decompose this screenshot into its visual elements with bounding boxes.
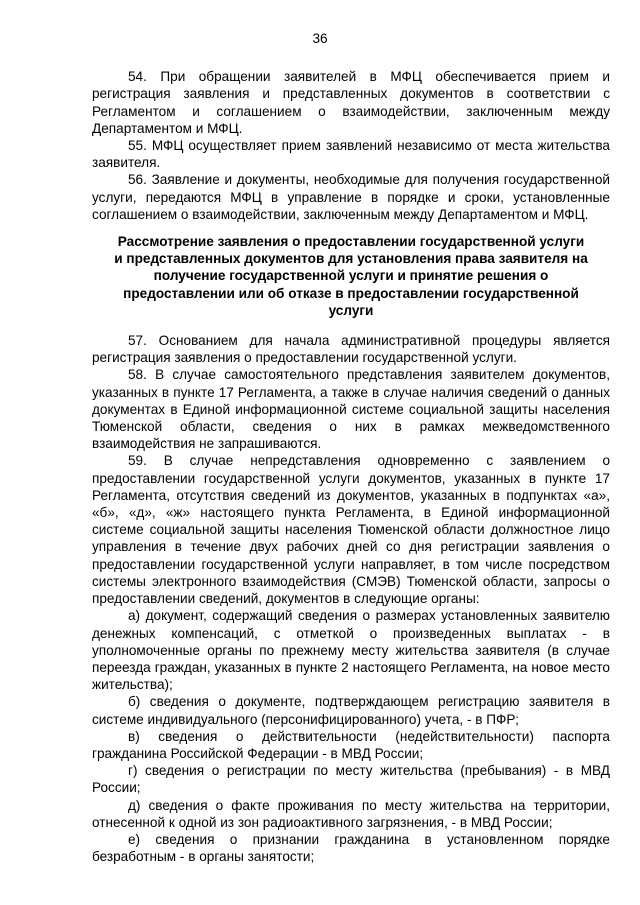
paragraph-55: 55. МФЦ осуществляет прием заявлений независимо от места жительства заявителя. <box>92 138 610 171</box>
subitem-d: д) сведения о факте проживания по месту жительства на территории, отнесенной к одной из зон радиоактивного загрязнения, - в МВД России; <box>92 797 610 830</box>
subitem-a: а) документ, содержащий сведения о размерах установленных заявителю денежных компенсаций, с отметкой о произведенных выплатах - в уполномоченные органы по прежнему месту жительства заявителя (в случае переезда граждан, указанных в пункте 2 настоящего Регламента, на новое место жительства); <box>92 608 610 693</box>
subitem-e: е) сведения о признании гражданина в установленном порядке безработным - в органы занятости; <box>92 831 610 865</box>
paragraph-59: 59. В случае непредставления одновременно с заявлением о предоставлении государственной услуги документов, указанных в пункте 17 Регламента, отсутствия сведений из документов, указанных в подпунктах «а», «б», «д», «ж» настоящего пункта Регламента, в Единой информационной системе социальной защиты населения Тюменской области должностное лицо управления в течение двух рабочих дней со дня регистрации заявления о предоставлении государственной услуги направляет, в том числе посредством системы электронного взаимодействия (СМЭВ) Тюменской области, запросы о предоставлении сведений, документов в следующие органы: <box>92 453 610 607</box>
paragraph-58: 58. В случае самостоятельного представления заявителем документов, указанных в пункте 17 Регламента, а также в случае наличия сведений о данных документах в Единой информационной системе социальной защиты населения Тюменской области, сведения о них в рамках межведомственного взаимодействия не запрашиваются. <box>92 367 610 452</box>
subitem-g: г) сведения о регистрации по месту жительства (пребывания) - в МВД России; <box>92 763 610 796</box>
paragraph-54: 54. При обращении заявителей в МФЦ обеспечивается прием и регистрация заявления и представленных документов в соответствии с Регламентом и соглашением о взаимодействии, заключенным между Департаментом и МФЦ. <box>92 69 610 136</box>
paragraph-56: 56. Заявление и документы, необходимые для получения государственной услуги, передаются МФЦ в управление в порядке и сроки, установленные соглашением о взаимодействии, заключенным между Департаментом и МФЦ. <box>92 172 610 222</box>
page-number: 36 <box>312 31 328 46</box>
paragraph-57: 57. Основанием для начала административной процедуры является регистрация заявления о предоставлении государственной услуги. <box>92 333 610 366</box>
section-heading: Рассмотрение заявления о предоставлении государственной услуги и представленных документов для установления права заявителя на получение государственной услуги и принятие решения о предоставлении или об отказе в предоставлении государственной услуги <box>114 234 588 318</box>
subitem-b: б) сведения о документе, подтверждающем регистрацию заявителя в системе индивидуального (персонифицированного) учета, - в ПФР; <box>92 694 610 727</box>
subitem-v: в) сведения о действительности (недействительности) паспорта гражданина Российской Федерации - в МВД России; <box>92 728 610 761</box>
